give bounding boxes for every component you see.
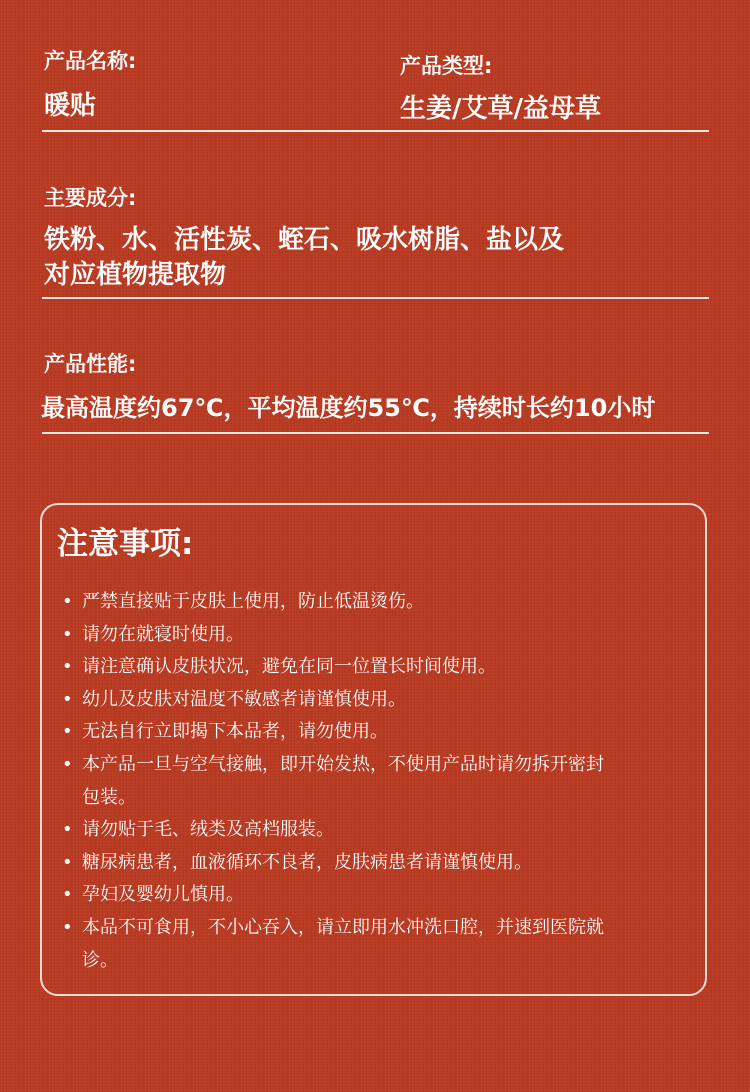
bullet-icon: • [62, 623, 73, 645]
precaution-item [62, 651, 700, 684]
ingredients-line-1: 铁粉、水、活性炭、蛭石、吸水树脂、盐以及 [44, 225, 565, 255]
precaution-text: 孕妇及婴幼儿慎用。 [82, 884, 244, 906]
precaution-text-continued: 包装。 [82, 786, 136, 808]
performance-label: 产品性能: [44, 352, 137, 376]
precaution-item [62, 619, 700, 652]
ingredients-label: 主要成分: [44, 186, 137, 210]
product-type-value: 生姜/艾草/益母草 [400, 94, 601, 124]
precaution-item [62, 814, 700, 847]
bullet-icon: • [62, 851, 73, 873]
bullet-icon: • [62, 916, 73, 938]
precaution-text: 严禁直接贴于皮肤上使用，防止低温烫伤。 [82, 591, 424, 612]
precaution-text: 请勿在就寝时使用。 [82, 623, 244, 645]
precaution-text: 请注意确认皮肤状况，避免在同一位置长时间使用。 [82, 656, 496, 678]
bullet-icon: • [62, 656, 73, 678]
precaution-text: 糖尿病患者，血液循环不良者，皮肤病患者请谨慎使用。 [82, 851, 532, 873]
divider-3 [42, 432, 709, 434]
product-name-value: 暖贴 [44, 91, 97, 121]
precaution-item [62, 847, 700, 880]
bullet-icon: • [62, 819, 73, 841]
bullet-icon: • [62, 721, 73, 743]
bullet-icon: • [62, 884, 73, 906]
divider-1 [42, 130, 709, 132]
bullet-icon: • [62, 591, 73, 612]
precaution-text-continued: 诊。 [82, 949, 118, 971]
precautions-list [62, 586, 700, 977]
precaution-text: 无法自行立即揭下本品者，请勿使用。 [82, 721, 388, 743]
precautions-title: 注意事项: [57, 526, 194, 562]
bullet-icon: • [62, 688, 73, 710]
precaution-text: 请勿贴于毛、绒类及高档服装。 [82, 819, 334, 841]
divider-2 [42, 297, 709, 299]
precaution-item [62, 716, 700, 749]
performance-value: 最高温度约67℃，平均温度约55℃，持续时长约10小时 [41, 394, 656, 422]
precaution-item [62, 586, 700, 619]
precaution-text: 本产品一旦与空气接触，即开始发热，不使用产品时请勿拆开密封 [82, 753, 604, 775]
product-name-label: 产品名称: [44, 49, 137, 73]
precaution-item [62, 879, 700, 912]
ingredients-line-2: 对应植物提取物 [44, 260, 227, 290]
precaution-item [62, 912, 700, 977]
precaution-text: 幼儿及皮肤对温度不敏感者请谨慎使用。 [82, 688, 406, 710]
precaution-item [62, 749, 700, 814]
bullet-icon: • [62, 753, 73, 775]
precaution-item [62, 684, 700, 717]
precaution-text: 本品不可食用，不小心吞入，请立即用水冲洗口腔，并速到医院就 [82, 916, 604, 938]
product-type-label: 产品类型: [400, 54, 493, 78]
